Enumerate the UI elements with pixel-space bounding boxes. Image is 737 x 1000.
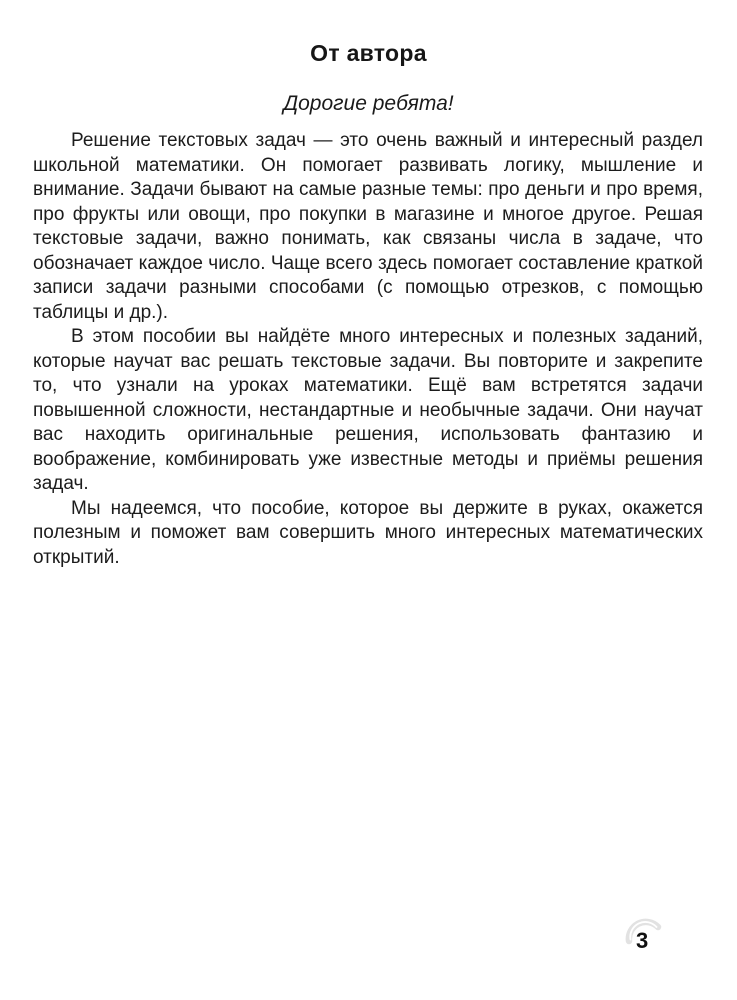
- paragraph-1: Решение текстовых задач — это очень важный и интересный раздел школьной математики. Он помогает развивать логику, мышление и внимание. Задачи бывают на самые разные темы: про деньги и про время, про фрукты или овощи, про покупки в магазине и многое другое. Решая текстовые задачи, важно понимать, как связаны числа в задаче, что обозначает каждое число. Чаще всего здесь помогает составление краткой записи задачи разными способами (с помощью отрезков, с помощью таблицы и др.).: [33, 130, 703, 323]
- page-number: 3: [636, 928, 649, 953]
- page-title: От автора: [310, 40, 427, 66]
- body-text: [33, 129, 703, 570]
- paragraph-2: В этом пособии вы найдёте много интересных и полезных заданий, которые научат вас решать текстовые задачи. Вы повторите и закрепите то, что узнали на уроках математики. Ещё вам встретятся задачи повышенной сложности, нестандартные и необычные задачи. Они научат вас находить оригинальные решения, использовать фантазию и воображение, комбинировать уже известные методы и приёмы решения задач.: [33, 326, 703, 494]
- salutation-heading: Дорогие ребята!: [283, 92, 454, 115]
- paragraph-3: Мы надеемся, что пособие, которое вы держите в руках, окажется полезным и поможет вам совершить много интересных математических открытий.: [33, 497, 703, 568]
